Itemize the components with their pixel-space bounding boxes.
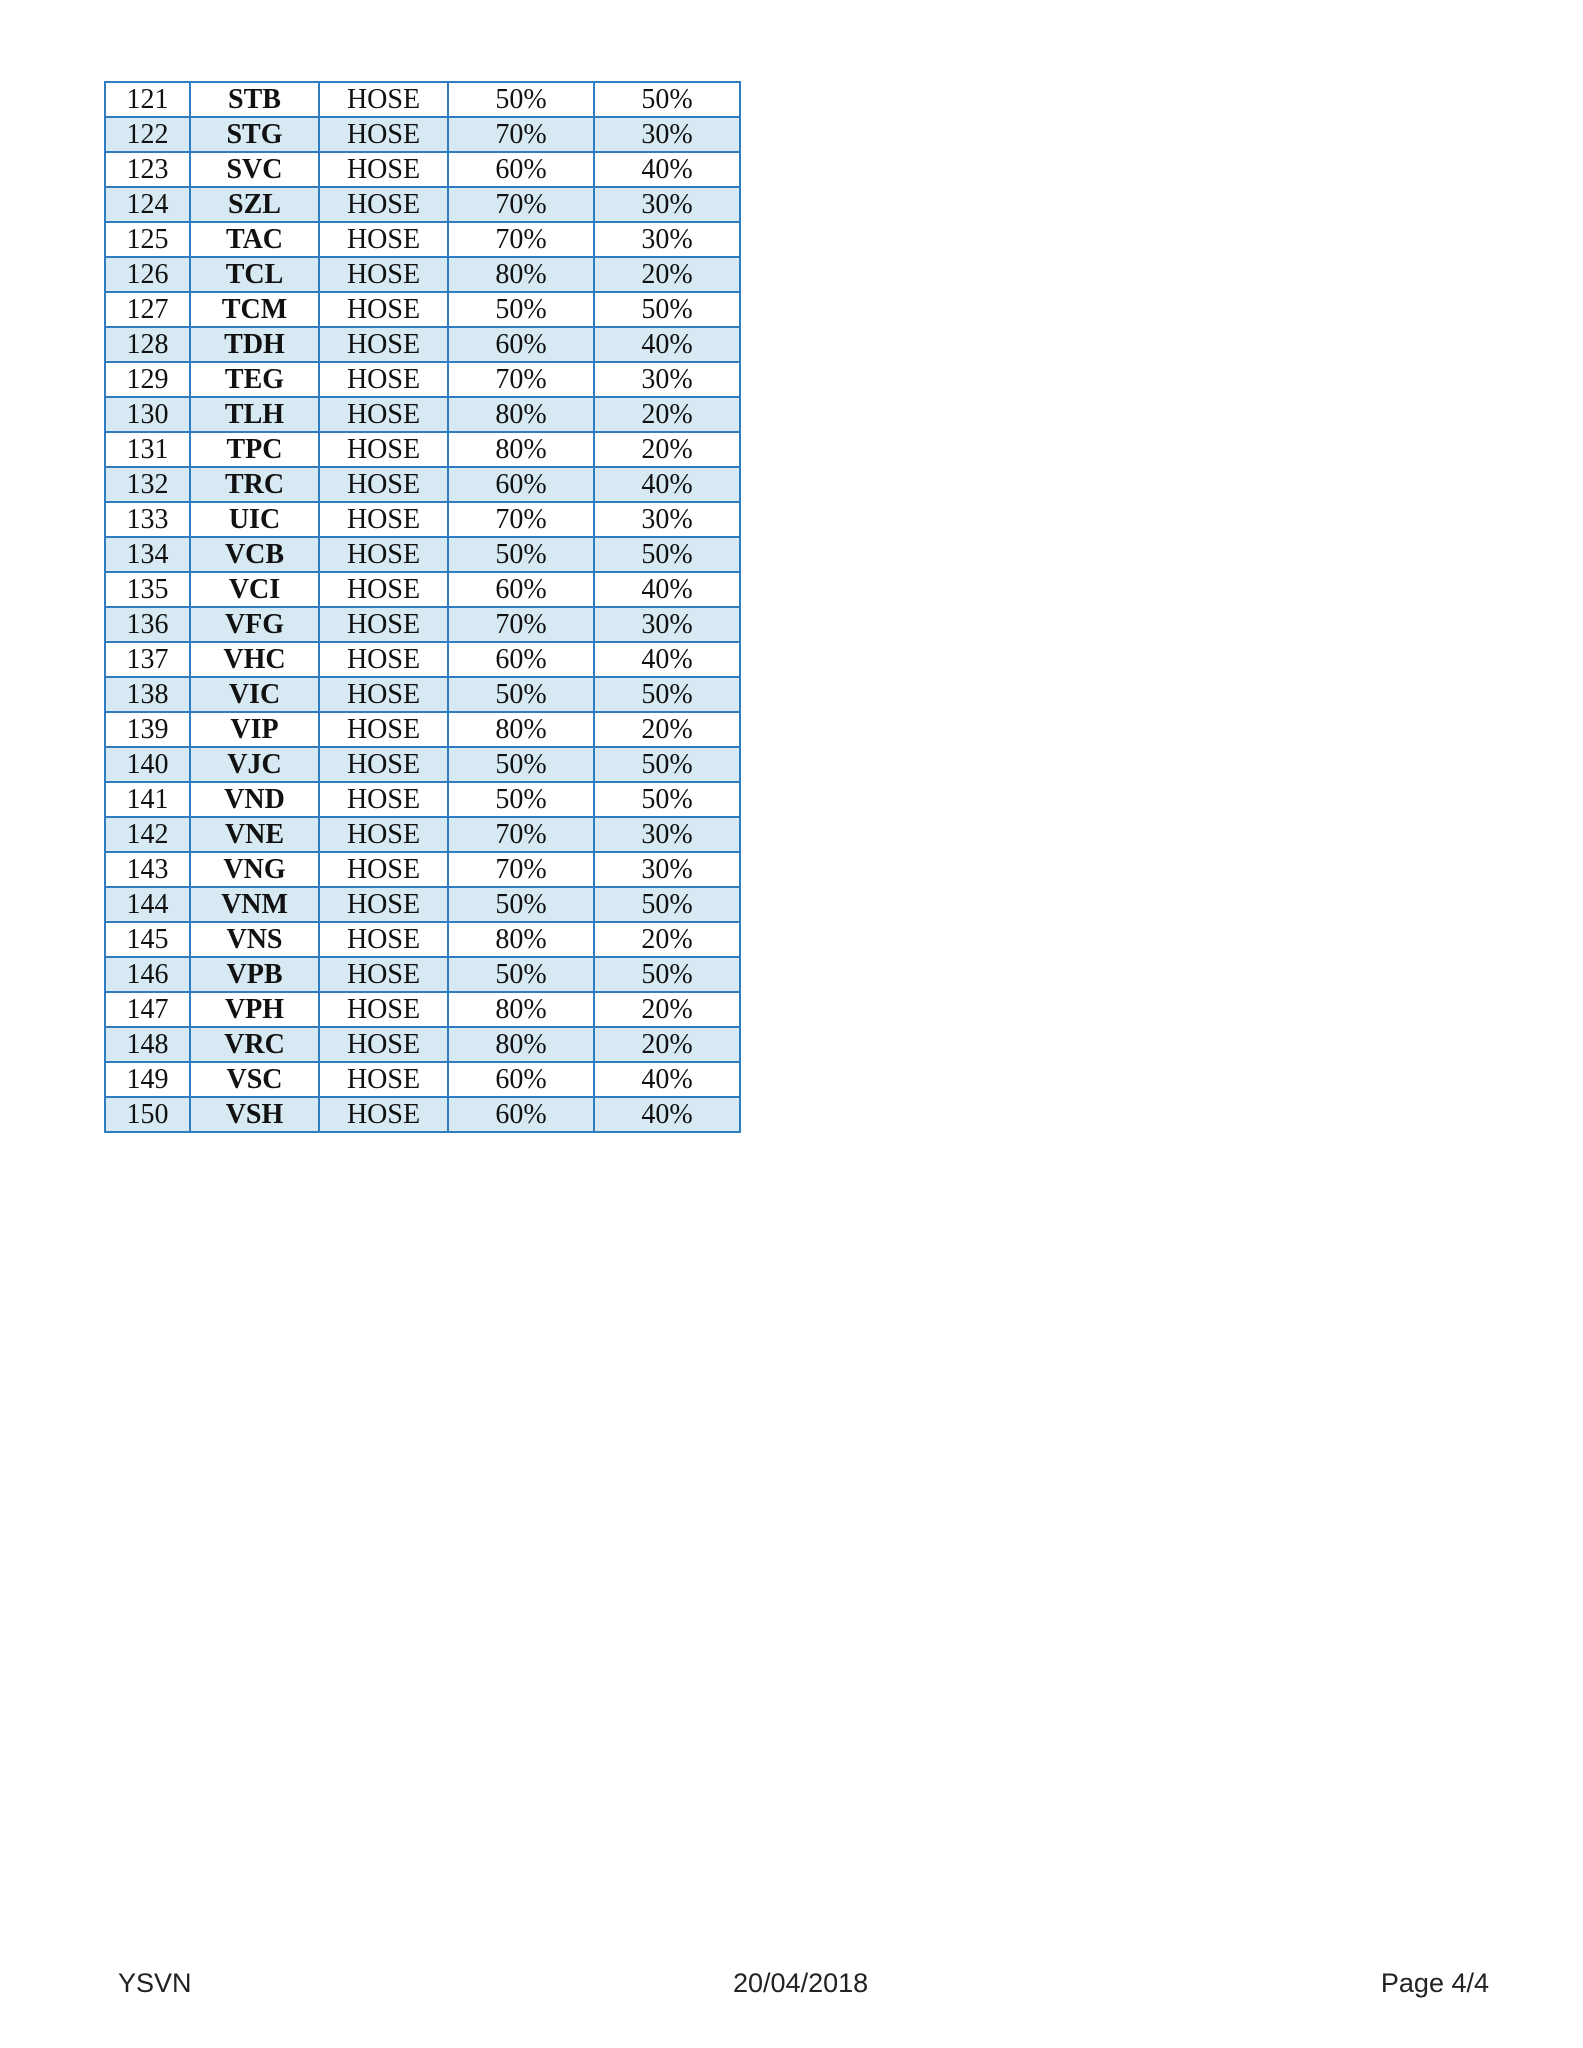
table-row bbox=[105, 922, 740, 957]
table-row bbox=[105, 152, 740, 187]
cell-stock-code: TAC bbox=[190, 222, 319, 257]
cell-number: 143 bbox=[105, 852, 190, 887]
cell-exchange: HOSE bbox=[319, 607, 448, 642]
cell-exchange: HOSE bbox=[319, 82, 448, 117]
cell-ratio-2: 40% bbox=[594, 327, 740, 362]
cell-ratio-2: 20% bbox=[594, 922, 740, 957]
cell-ratio-1: 80% bbox=[448, 992, 594, 1027]
cell-stock-code: TDH bbox=[190, 327, 319, 362]
cell-stock-code: VIP bbox=[190, 712, 319, 747]
cell-exchange: HOSE bbox=[319, 922, 448, 957]
table-row bbox=[105, 677, 740, 712]
cell-exchange: HOSE bbox=[319, 782, 448, 817]
table-row bbox=[105, 1097, 740, 1132]
cell-exchange: HOSE bbox=[319, 327, 448, 362]
table-row bbox=[105, 467, 740, 502]
cell-stock-code: VPH bbox=[190, 992, 319, 1027]
cell-stock-code: TEG bbox=[190, 362, 319, 397]
table-row bbox=[105, 327, 740, 362]
table-row bbox=[105, 82, 740, 117]
cell-stock-code: STG bbox=[190, 117, 319, 152]
cell-ratio-2: 40% bbox=[594, 467, 740, 502]
cell-ratio-1: 50% bbox=[448, 887, 594, 922]
cell-stock-code: TPC bbox=[190, 432, 319, 467]
cell-ratio-1: 80% bbox=[448, 712, 594, 747]
cell-ratio-1: 50% bbox=[448, 677, 594, 712]
cell-number: 122 bbox=[105, 117, 190, 152]
cell-exchange: HOSE bbox=[319, 1097, 448, 1132]
cell-number: 134 bbox=[105, 537, 190, 572]
table-row bbox=[105, 782, 740, 817]
cell-stock-code: SZL bbox=[190, 187, 319, 222]
cell-exchange: HOSE bbox=[319, 117, 448, 152]
cell-exchange: HOSE bbox=[319, 502, 448, 537]
cell-number: 126 bbox=[105, 257, 190, 292]
cell-ratio-2: 50% bbox=[594, 782, 740, 817]
cell-number: 147 bbox=[105, 992, 190, 1027]
table-row bbox=[105, 397, 740, 432]
cell-ratio-1: 50% bbox=[448, 82, 594, 117]
cell-number: 145 bbox=[105, 922, 190, 957]
cell-stock-code: VSH bbox=[190, 1097, 319, 1132]
cell-ratio-2: 30% bbox=[594, 117, 740, 152]
cell-stock-code: VCI bbox=[190, 572, 319, 607]
table-row bbox=[105, 1062, 740, 1097]
cell-exchange: HOSE bbox=[319, 257, 448, 292]
cell-ratio-1: 80% bbox=[448, 397, 594, 432]
cell-ratio-1: 80% bbox=[448, 1027, 594, 1062]
cell-stock-code: VFG bbox=[190, 607, 319, 642]
cell-exchange: HOSE bbox=[319, 432, 448, 467]
cell-stock-code: VNS bbox=[190, 922, 319, 957]
cell-ratio-1: 70% bbox=[448, 187, 594, 222]
table-row bbox=[105, 572, 740, 607]
cell-ratio-2: 30% bbox=[594, 607, 740, 642]
cell-stock-code: VCB bbox=[190, 537, 319, 572]
cell-ratio-1: 70% bbox=[448, 817, 594, 852]
cell-number: 150 bbox=[105, 1097, 190, 1132]
cell-ratio-1: 60% bbox=[448, 1062, 594, 1097]
cell-number: 128 bbox=[105, 327, 190, 362]
cell-ratio-1: 50% bbox=[448, 292, 594, 327]
cell-ratio-2: 50% bbox=[594, 82, 740, 117]
cell-ratio-1: 60% bbox=[448, 467, 594, 502]
cell-stock-code: VIC bbox=[190, 677, 319, 712]
table-row bbox=[105, 957, 740, 992]
cell-stock-code: VNG bbox=[190, 852, 319, 887]
cell-exchange: HOSE bbox=[319, 712, 448, 747]
cell-ratio-2: 40% bbox=[594, 152, 740, 187]
cell-ratio-2: 40% bbox=[594, 1062, 740, 1097]
cell-number: 124 bbox=[105, 187, 190, 222]
cell-ratio-2: 30% bbox=[594, 852, 740, 887]
cell-ratio-2: 50% bbox=[594, 537, 740, 572]
cell-ratio-1: 60% bbox=[448, 642, 594, 677]
table-row bbox=[105, 432, 740, 467]
cell-stock-code: VNE bbox=[190, 817, 319, 852]
footer-company: YSVN bbox=[118, 1968, 192, 1998]
cell-exchange: HOSE bbox=[319, 992, 448, 1027]
cell-number: 139 bbox=[105, 712, 190, 747]
cell-ratio-2: 30% bbox=[594, 502, 740, 537]
cell-number: 142 bbox=[105, 817, 190, 852]
cell-ratio-2: 50% bbox=[594, 677, 740, 712]
cell-exchange: HOSE bbox=[319, 537, 448, 572]
cell-ratio-1: 60% bbox=[448, 572, 594, 607]
cell-exchange: HOSE bbox=[319, 152, 448, 187]
cell-ratio-2: 50% bbox=[594, 887, 740, 922]
cell-number: 140 bbox=[105, 747, 190, 782]
cell-ratio-2: 30% bbox=[594, 222, 740, 257]
cell-number: 141 bbox=[105, 782, 190, 817]
cell-number: 131 bbox=[105, 432, 190, 467]
table-row bbox=[105, 992, 740, 1027]
cell-ratio-1: 50% bbox=[448, 747, 594, 782]
cell-exchange: HOSE bbox=[319, 397, 448, 432]
cell-number: 125 bbox=[105, 222, 190, 257]
cell-ratio-1: 70% bbox=[448, 502, 594, 537]
cell-ratio-1: 70% bbox=[448, 362, 594, 397]
cell-ratio-2: 20% bbox=[594, 257, 740, 292]
table-row bbox=[105, 607, 740, 642]
cell-stock-code: STB bbox=[190, 82, 319, 117]
cell-exchange: HOSE bbox=[319, 747, 448, 782]
table-row bbox=[105, 1027, 740, 1062]
table-row bbox=[105, 502, 740, 537]
cell-exchange: HOSE bbox=[319, 362, 448, 397]
cell-exchange: HOSE bbox=[319, 1027, 448, 1062]
cell-ratio-1: 70% bbox=[448, 117, 594, 152]
cell-ratio-2: 20% bbox=[594, 432, 740, 467]
cell-exchange: HOSE bbox=[319, 957, 448, 992]
cell-number: 138 bbox=[105, 677, 190, 712]
cell-ratio-1: 80% bbox=[448, 257, 594, 292]
cell-exchange: HOSE bbox=[319, 887, 448, 922]
cell-ratio-1: 70% bbox=[448, 222, 594, 257]
cell-ratio-2: 40% bbox=[594, 1097, 740, 1132]
cell-stock-code: VSC bbox=[190, 1062, 319, 1097]
cell-exchange: HOSE bbox=[319, 817, 448, 852]
footer-date: 20/04/2018 bbox=[733, 1968, 869, 1998]
cell-stock-code: VNM bbox=[190, 887, 319, 922]
cell-exchange: HOSE bbox=[319, 187, 448, 222]
cell-ratio-2: 50% bbox=[594, 292, 740, 327]
cell-number: 130 bbox=[105, 397, 190, 432]
cell-number: 146 bbox=[105, 957, 190, 992]
cell-ratio-2: 20% bbox=[594, 1027, 740, 1062]
cell-ratio-2: 30% bbox=[594, 362, 740, 397]
cell-number: 133 bbox=[105, 502, 190, 537]
cell-number: 144 bbox=[105, 887, 190, 922]
table-body bbox=[105, 82, 740, 1132]
table-row bbox=[105, 747, 740, 782]
cell-stock-code: TCL bbox=[190, 257, 319, 292]
cell-stock-code: VHC bbox=[190, 642, 319, 677]
cell-ratio-1: 50% bbox=[448, 782, 594, 817]
cell-exchange: HOSE bbox=[319, 292, 448, 327]
cell-exchange: HOSE bbox=[319, 572, 448, 607]
cell-exchange: HOSE bbox=[319, 852, 448, 887]
cell-exchange: HOSE bbox=[319, 677, 448, 712]
cell-ratio-1: 60% bbox=[448, 152, 594, 187]
cell-ratio-1: 80% bbox=[448, 922, 594, 957]
cell-ratio-1: 80% bbox=[448, 432, 594, 467]
cell-stock-code: TLH bbox=[190, 397, 319, 432]
cell-ratio-2: 30% bbox=[594, 817, 740, 852]
cell-number: 135 bbox=[105, 572, 190, 607]
cell-number: 129 bbox=[105, 362, 190, 397]
cell-number: 121 bbox=[105, 82, 190, 117]
cell-stock-code: TCM bbox=[190, 292, 319, 327]
cell-ratio-1: 70% bbox=[448, 607, 594, 642]
footer-page-number: Page 4/4 bbox=[1380, 1968, 1489, 1998]
cell-exchange: HOSE bbox=[319, 642, 448, 677]
cell-number: 148 bbox=[105, 1027, 190, 1062]
cell-ratio-1: 50% bbox=[448, 537, 594, 572]
table-row bbox=[105, 257, 740, 292]
cell-stock-code: UIC bbox=[190, 502, 319, 537]
cell-ratio-2: 20% bbox=[594, 992, 740, 1027]
cell-number: 149 bbox=[105, 1062, 190, 1097]
cell-ratio-2: 20% bbox=[594, 712, 740, 747]
cell-stock-code: SVC bbox=[190, 152, 319, 187]
cell-ratio-1: 50% bbox=[448, 957, 594, 992]
table-row bbox=[105, 187, 740, 222]
cell-stock-code: VND bbox=[190, 782, 319, 817]
cell-exchange: HOSE bbox=[319, 222, 448, 257]
cell-ratio-2: 20% bbox=[594, 397, 740, 432]
cell-number: 123 bbox=[105, 152, 190, 187]
cell-ratio-1: 70% bbox=[448, 852, 594, 887]
cell-number: 127 bbox=[105, 292, 190, 327]
table-row bbox=[105, 222, 740, 257]
table-row bbox=[105, 887, 740, 922]
cell-ratio-2: 50% bbox=[594, 747, 740, 782]
table-row bbox=[105, 642, 740, 677]
cell-number: 137 bbox=[105, 642, 190, 677]
cell-ratio-2: 40% bbox=[594, 642, 740, 677]
cell-ratio-2: 50% bbox=[594, 957, 740, 992]
table-row bbox=[105, 712, 740, 747]
cell-stock-code: VJC bbox=[190, 747, 319, 782]
cell-number: 136 bbox=[105, 607, 190, 642]
cell-stock-code: TRC bbox=[190, 467, 319, 502]
margin-ratio-table bbox=[104, 81, 741, 1133]
table-row bbox=[105, 362, 740, 397]
cell-ratio-2: 30% bbox=[594, 187, 740, 222]
table-row bbox=[105, 537, 740, 572]
table-row bbox=[105, 117, 740, 152]
cell-stock-code: VPB bbox=[190, 957, 319, 992]
table-row bbox=[105, 817, 740, 852]
cell-stock-code: VRC bbox=[190, 1027, 319, 1062]
cell-ratio-1: 60% bbox=[448, 327, 594, 362]
cell-ratio-1: 60% bbox=[448, 1097, 594, 1132]
cell-number: 132 bbox=[105, 467, 190, 502]
cell-exchange: HOSE bbox=[319, 1062, 448, 1097]
table-row bbox=[105, 292, 740, 327]
cell-ratio-2: 40% bbox=[594, 572, 740, 607]
table-row bbox=[105, 852, 740, 887]
cell-exchange: HOSE bbox=[319, 467, 448, 502]
